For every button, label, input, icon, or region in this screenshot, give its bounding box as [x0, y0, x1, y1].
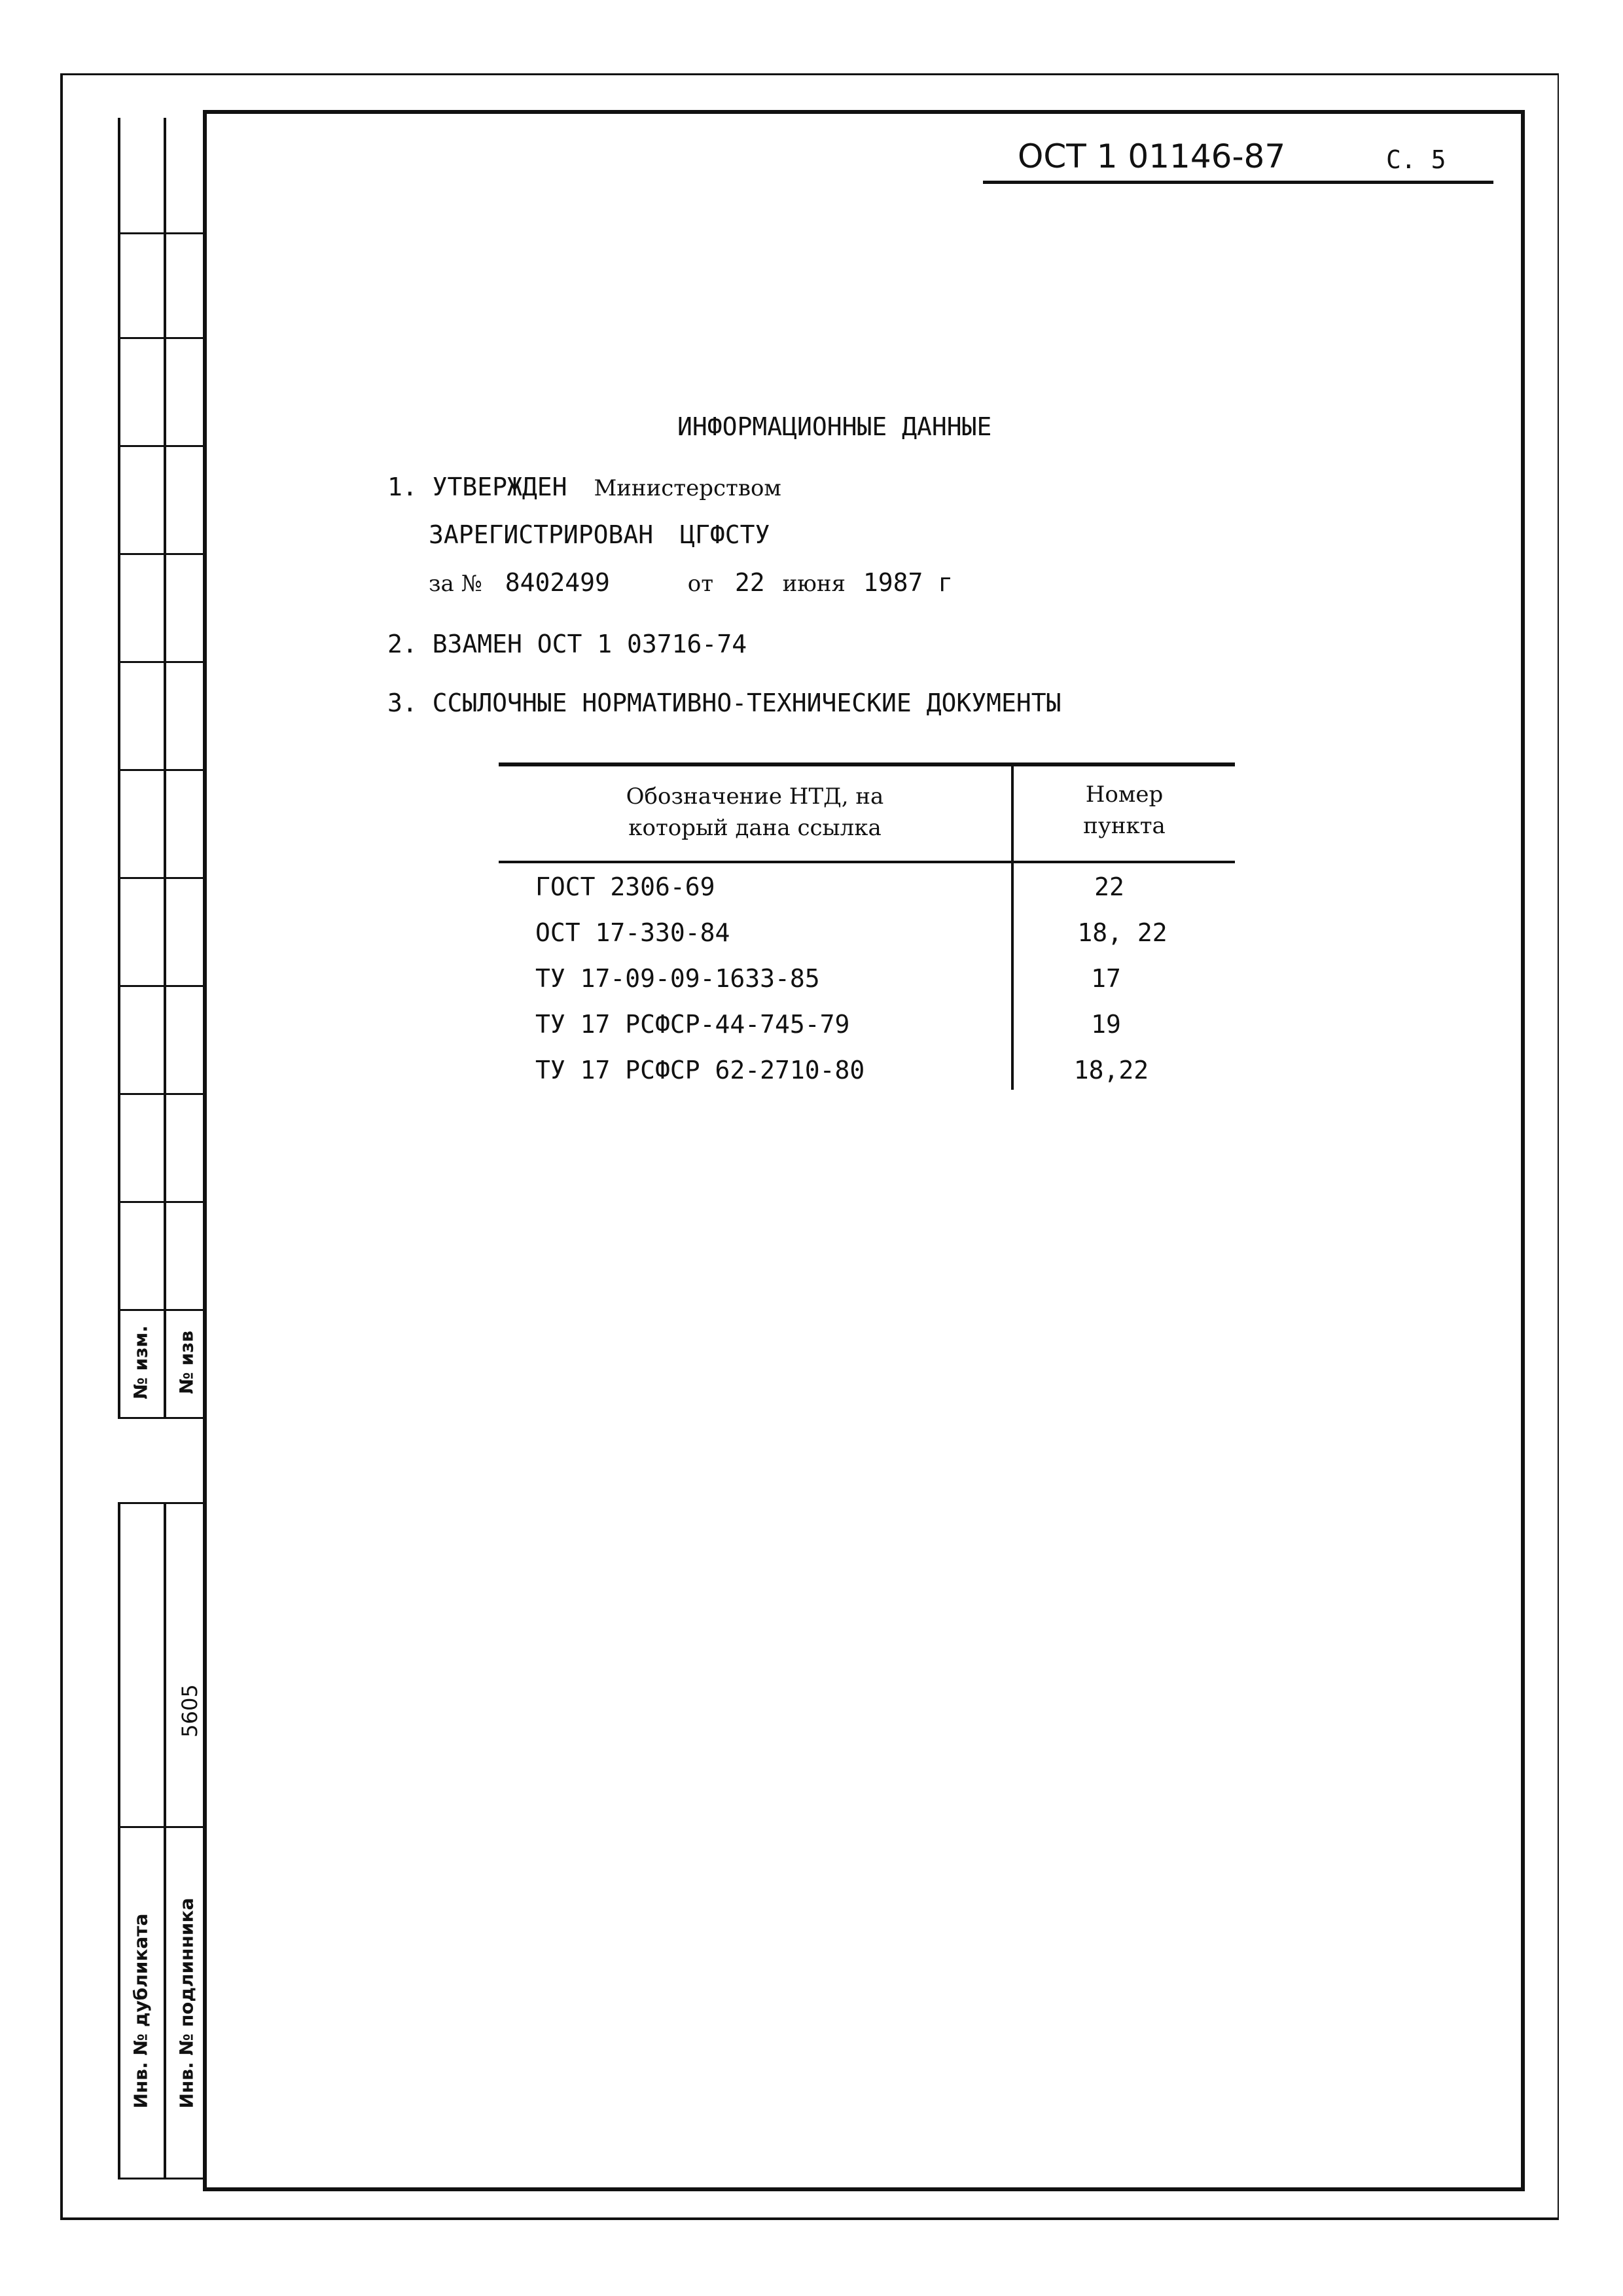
- strip-mid-line-upper: [164, 118, 166, 1417]
- table-header-rule: [499, 861, 1235, 863]
- table-cell-document: ТУ 17-09-09-1633-85: [535, 964, 820, 993]
- header-clause-line2: пункта: [1083, 813, 1166, 839]
- header-document-line2: который дана ссылка: [628, 815, 882, 841]
- document-code: ОСТ 1 01146-87: [1018, 137, 1286, 175]
- registration-date-day: 22: [734, 568, 765, 597]
- registration-date-prefix: от: [687, 571, 714, 597]
- table-cell-clause: 22: [1094, 872, 1124, 901]
- table-cell-document: ОСТ 17-330-84: [535, 918, 730, 947]
- strip-divider: [118, 232, 206, 234]
- item-registered-label: ЗАРЕГИСТРИРОВАН: [429, 520, 654, 549]
- table-cell-clause: 19: [1091, 1010, 1121, 1039]
- item-approved: [387, 473, 781, 501]
- notice-number-label: № изв: [175, 1330, 198, 1395]
- strip-mid-line-lower: [164, 1502, 166, 2179]
- header-rule: [983, 181, 1493, 184]
- item-registered-value: ЦГФСТУ: [680, 520, 770, 549]
- original-inventory-label: Инв. № подлинника: [175, 1897, 198, 2109]
- strip-divider: [118, 661, 206, 663]
- item-registration-number: [429, 568, 953, 597]
- table-cell-clause: 18, 22: [1077, 918, 1168, 947]
- strip-divider: [118, 1502, 206, 1504]
- strip-divider: [118, 553, 206, 555]
- registration-number: 8402499: [505, 568, 610, 597]
- strip-divider: [118, 985, 206, 987]
- table-header-document: [499, 781, 1011, 844]
- table-cell-document: ГОСТ 2306-69: [535, 872, 715, 901]
- strip-divider: [118, 2178, 206, 2179]
- strip-divider: [118, 1309, 206, 1311]
- table-header-clause: [1014, 779, 1235, 842]
- duplicate-inventory-label: Инв. № дубликата: [130, 1913, 152, 2109]
- strip-divider: [118, 445, 206, 447]
- header-clause-line1: Номер: [1085, 781, 1164, 808]
- header-document-line1: Обозначение НТД, на: [626, 783, 884, 810]
- table-cell-document: ТУ 17 РСФСР-44-745-79: [535, 1010, 850, 1039]
- strip-divider: [118, 337, 206, 339]
- strip-divider: [118, 1826, 206, 1828]
- registration-date-month: июня: [782, 571, 846, 597]
- table-cell-clause: 17: [1091, 964, 1121, 993]
- registration-number-prefix: за №: [429, 571, 482, 597]
- strip-divider: [118, 769, 206, 771]
- change-number-label: № изм.: [130, 1325, 152, 1399]
- margin-strip: [118, 118, 206, 2179]
- item-references: 3. ССЫЛОЧНЫЕ НОРМАТИВНО-ТЕХНИЧЕСКИЕ ДОКУМЕНТЫ: [387, 689, 1061, 717]
- original-inventory-value: 5605: [177, 1684, 202, 1738]
- section-title: ИНФОРМАЦИОННЫЕ ДАННЫЕ: [677, 412, 992, 441]
- item-approved-value: Министерством: [594, 475, 781, 501]
- page-number: С. 5: [1386, 145, 1446, 174]
- item-approved-label: 1. УТВЕРЖДЕН: [387, 473, 567, 501]
- strip-divider: [118, 877, 206, 879]
- strip-left-line-lower: [118, 1502, 120, 2179]
- table-top-rule: [499, 762, 1235, 766]
- table-cell-clause: 18,22: [1073, 1056, 1149, 1085]
- strip-left-line-upper: [118, 118, 120, 1417]
- item-replaces: 2. ВЗАМЕН ОСТ 1 03716-74: [387, 630, 747, 658]
- strip-divider: [118, 1093, 206, 1095]
- item-registered: [429, 520, 770, 549]
- registration-date-year: 1987 г: [863, 568, 954, 597]
- strip-divider: [118, 1201, 206, 1203]
- table-cell-document: ТУ 17 РСФСР 62-2710-80: [535, 1056, 865, 1085]
- strip-divider: [118, 1417, 206, 1419]
